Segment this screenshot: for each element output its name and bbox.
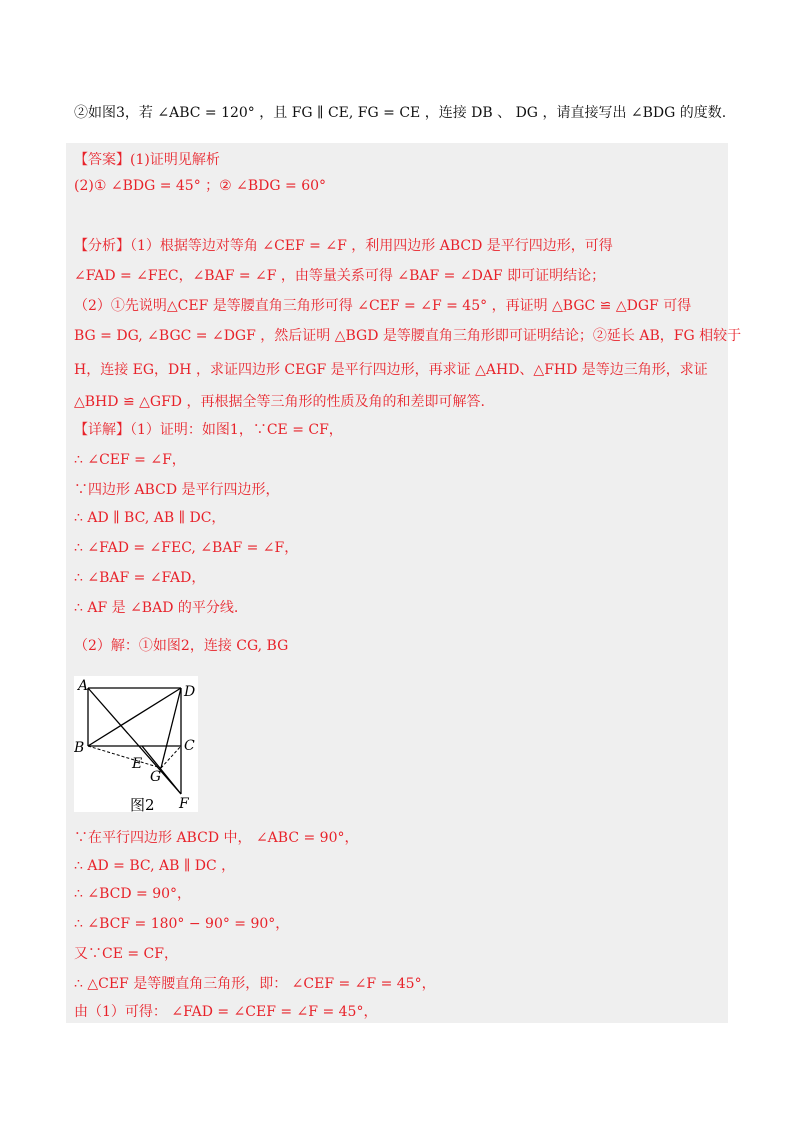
label-a: A xyxy=(78,678,89,694)
label-g: G xyxy=(150,769,162,785)
answer-line-1: 【答案】(1)证明见解析 xyxy=(74,152,220,168)
segment-bd xyxy=(88,688,181,746)
proof2-line-2: ∴ AD = BC, AB ∥ DC ， xyxy=(74,858,236,874)
segment-af xyxy=(88,688,181,794)
proof2-line-6: ∴ △CEF 是等腰直角三角形，即： ∠CEF = ∠F = 45°， xyxy=(74,976,436,992)
figure-caption: 图2 xyxy=(130,796,155,812)
detail-line-6: ∴ ∠BAF = ∠FAD， xyxy=(74,570,206,586)
label-d: D xyxy=(184,684,196,700)
label-c: C xyxy=(184,738,195,754)
analysis-line-2: ∠FAD = ∠FEC，∠BAF = ∠F ，由等量关系可得 ∠BAF = ∠DAF 即可证明结论； xyxy=(74,268,606,284)
proof2-line-3: ∴ ∠BCD = 90°， xyxy=(74,886,192,902)
proof2-line-5: 又∵CE = CF， xyxy=(74,946,178,962)
segment-bg-dashed xyxy=(88,746,161,768)
label-b: B xyxy=(74,740,85,756)
proof2-line-1: ∵在平行四边形 ABCD 中， ∠ABC = 90°， xyxy=(74,830,359,846)
segment-dg xyxy=(161,688,181,768)
detail-line-3: ∵四边形 ABCD 是平行四边形， xyxy=(74,482,280,498)
analysis-line-1: 【分析】（1）根据等边对等角 ∠CEF = ∠F ，利用四边形 ABCD 是平行四边形，可得 xyxy=(74,238,613,254)
detail-line-8: （2）解：①如图2，连接 CG, BG xyxy=(74,638,289,654)
analysis-line-6: △BHD ≌ △GFD ，再根据全等三角形的性质及角的和差即可解答. xyxy=(74,394,485,410)
question-line: ②如图3，若 ∠ABC = 120° ，且 FG ∥ CE, FG = CE ，连接 DB 、 DG ，请直接写出 ∠BDG 的度数. xyxy=(74,105,727,121)
geometry-figure-2 xyxy=(74,676,198,812)
detail-line-5: ∴ ∠FAD = ∠FEC, ∠BAF = ∠F， xyxy=(74,540,299,556)
detail-line-2: ∴ ∠CEF = ∠F， xyxy=(74,452,186,468)
proof2-line-7: 由（1）可得： ∠FAD = ∠CEF = ∠F = 45°， xyxy=(74,1004,378,1020)
detail-line-4: ∴ AD ∥ BC, AB ∥ DC， xyxy=(74,510,226,526)
analysis-line-3: （2）①先说明△CEF 是等腰直角三角形可得 ∠CEF = ∠F = 45° ，再证明 △BGC ≌ △DGF 可得 xyxy=(74,298,692,314)
detail-line-7: ∴ AF 是 ∠BAD 的平分线. xyxy=(74,600,239,616)
answer-line-2: (2)① ∠BDG = 45° ；② ∠BDG = 60° xyxy=(74,178,327,194)
analysis-line-5: H，连接 EG，DH ，求证四边形 CEGF 是平行四边形，再求证 △AHD、△FHD 是等边三角形，求证 xyxy=(74,362,708,378)
figure-svg xyxy=(74,676,198,812)
label-f: F xyxy=(179,796,189,812)
segment-ef xyxy=(142,746,181,794)
detail-line-1: 【详解】（1）证明：如图1，∵CE = CF， xyxy=(74,422,343,438)
label-e: E xyxy=(132,756,143,772)
proof2-line-4: ∴ ∠BCF = 180° − 90° = 90°， xyxy=(74,916,290,932)
analysis-line-4: BG = DG, ∠BGC = ∠DGF ，然后证明 △BGD 是等腰直角三角形即可证明结论；②延长 AB，FG 相较于 xyxy=(74,328,742,344)
